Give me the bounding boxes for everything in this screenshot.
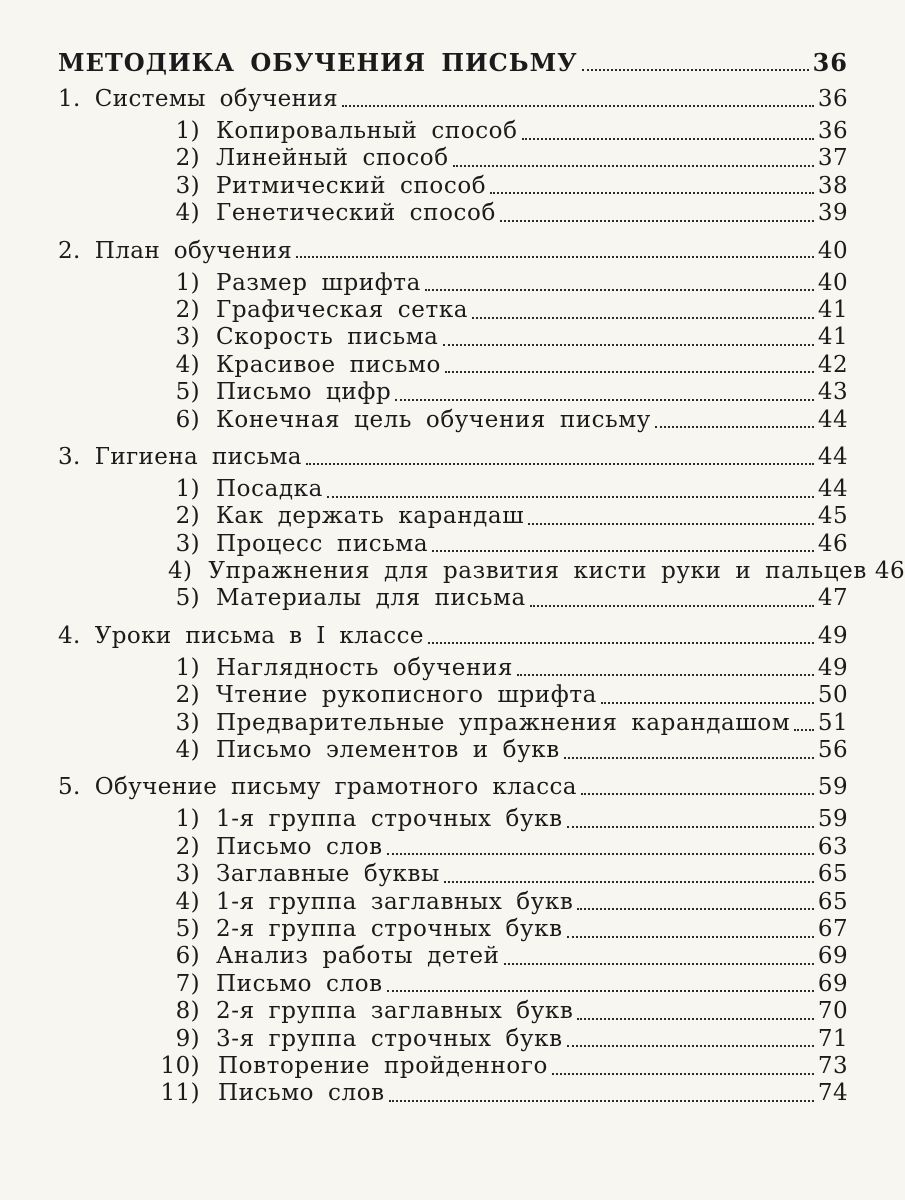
toc-item: 5) Материалы для письма 47 [175,585,848,612]
toc-item: 1) Размер шрифта 40 [175,269,848,296]
leader-dots [581,780,814,796]
toc-item: 3) Ритмический способ 38 [175,172,848,199]
toc-item: 10) Повторение пройденного 73 [160,1052,848,1079]
table-of-contents [58,46,905,1108]
toc-item: 3) Заглавные буквы 65 [175,861,848,888]
toc-item: 4) Генетический способ 39 [175,200,848,227]
toc-section-3: 3. Гигиена письма 44 [58,443,848,470]
toc-heading [58,46,848,80]
leader-dots [428,628,814,644]
toc-item: 6) Конечная цель обучения письму 44 [175,406,848,433]
toc-item: 3) Скорость письма 41 [175,324,848,351]
leader-dots [306,449,814,465]
toc-item: 8) 2-я группа заглавных букв 70 [175,998,848,1025]
toc-item: 7) Письмо слов 69 [175,970,848,997]
toc-section-2: 2. План обучения 40 [58,237,848,264]
leader-dots [296,243,814,259]
toc-item: 4) Упражнения для развития кисти руки и пальцев 46 [168,558,905,585]
toc-item: 1) 1-я группа строчных букв 59 [175,806,848,833]
toc-heading-page: 36 [812,48,848,77]
toc-section-4: 4. Уроки письма в I классе 49 [58,622,848,649]
toc-item: 6) Анализ работы детей 69 [175,943,848,970]
toc-heading-title: МЕТОДИКА ОБУЧЕНИЯ ПИСЬМУ [58,48,578,77]
toc-item: 9) 3-я группа строчных букв 71 [175,1025,848,1052]
leader-dots [582,55,809,71]
toc-section-1: 1. Системы обучения 36 [58,86,848,112]
leader-dots [342,91,814,107]
toc-item: 2) Письмо слов 63 [175,833,848,860]
toc-item: 2) Как держать карандаш 45 [175,503,848,530]
toc-item: 3) Предварительные упражнения карандашом 51 [175,709,848,736]
toc-section-5: 5. Обучение письму грамотного класса 59 [58,774,848,801]
toc-item: 2) Чтение рукописного шрифта 50 [175,682,848,709]
toc-item: 4) Письмо элементов и букв 56 [175,737,848,764]
toc-item: 1) Наглядность обучения 49 [175,654,848,681]
toc-item: 4) 1-я группа заглавных букв 65 [175,888,848,915]
toc-item: 4) Красивое письмо 42 [175,351,848,378]
toc-item: 2) Графическая сетка 41 [175,296,848,323]
toc-item: 5) Письмо цифр 43 [175,379,848,406]
toc-item: 1) Копировальный способ 36 [175,118,848,144]
toc-item: 2) Линейный способ 37 [175,145,848,172]
toc-item: 3) Процесс письма 46 [175,530,848,557]
toc-item: 11) Письмо слов 74 [160,1080,848,1107]
toc-item: 5) 2-я группа строчных букв 67 [175,915,848,942]
toc-item: 1) Посадка 44 [175,475,848,502]
